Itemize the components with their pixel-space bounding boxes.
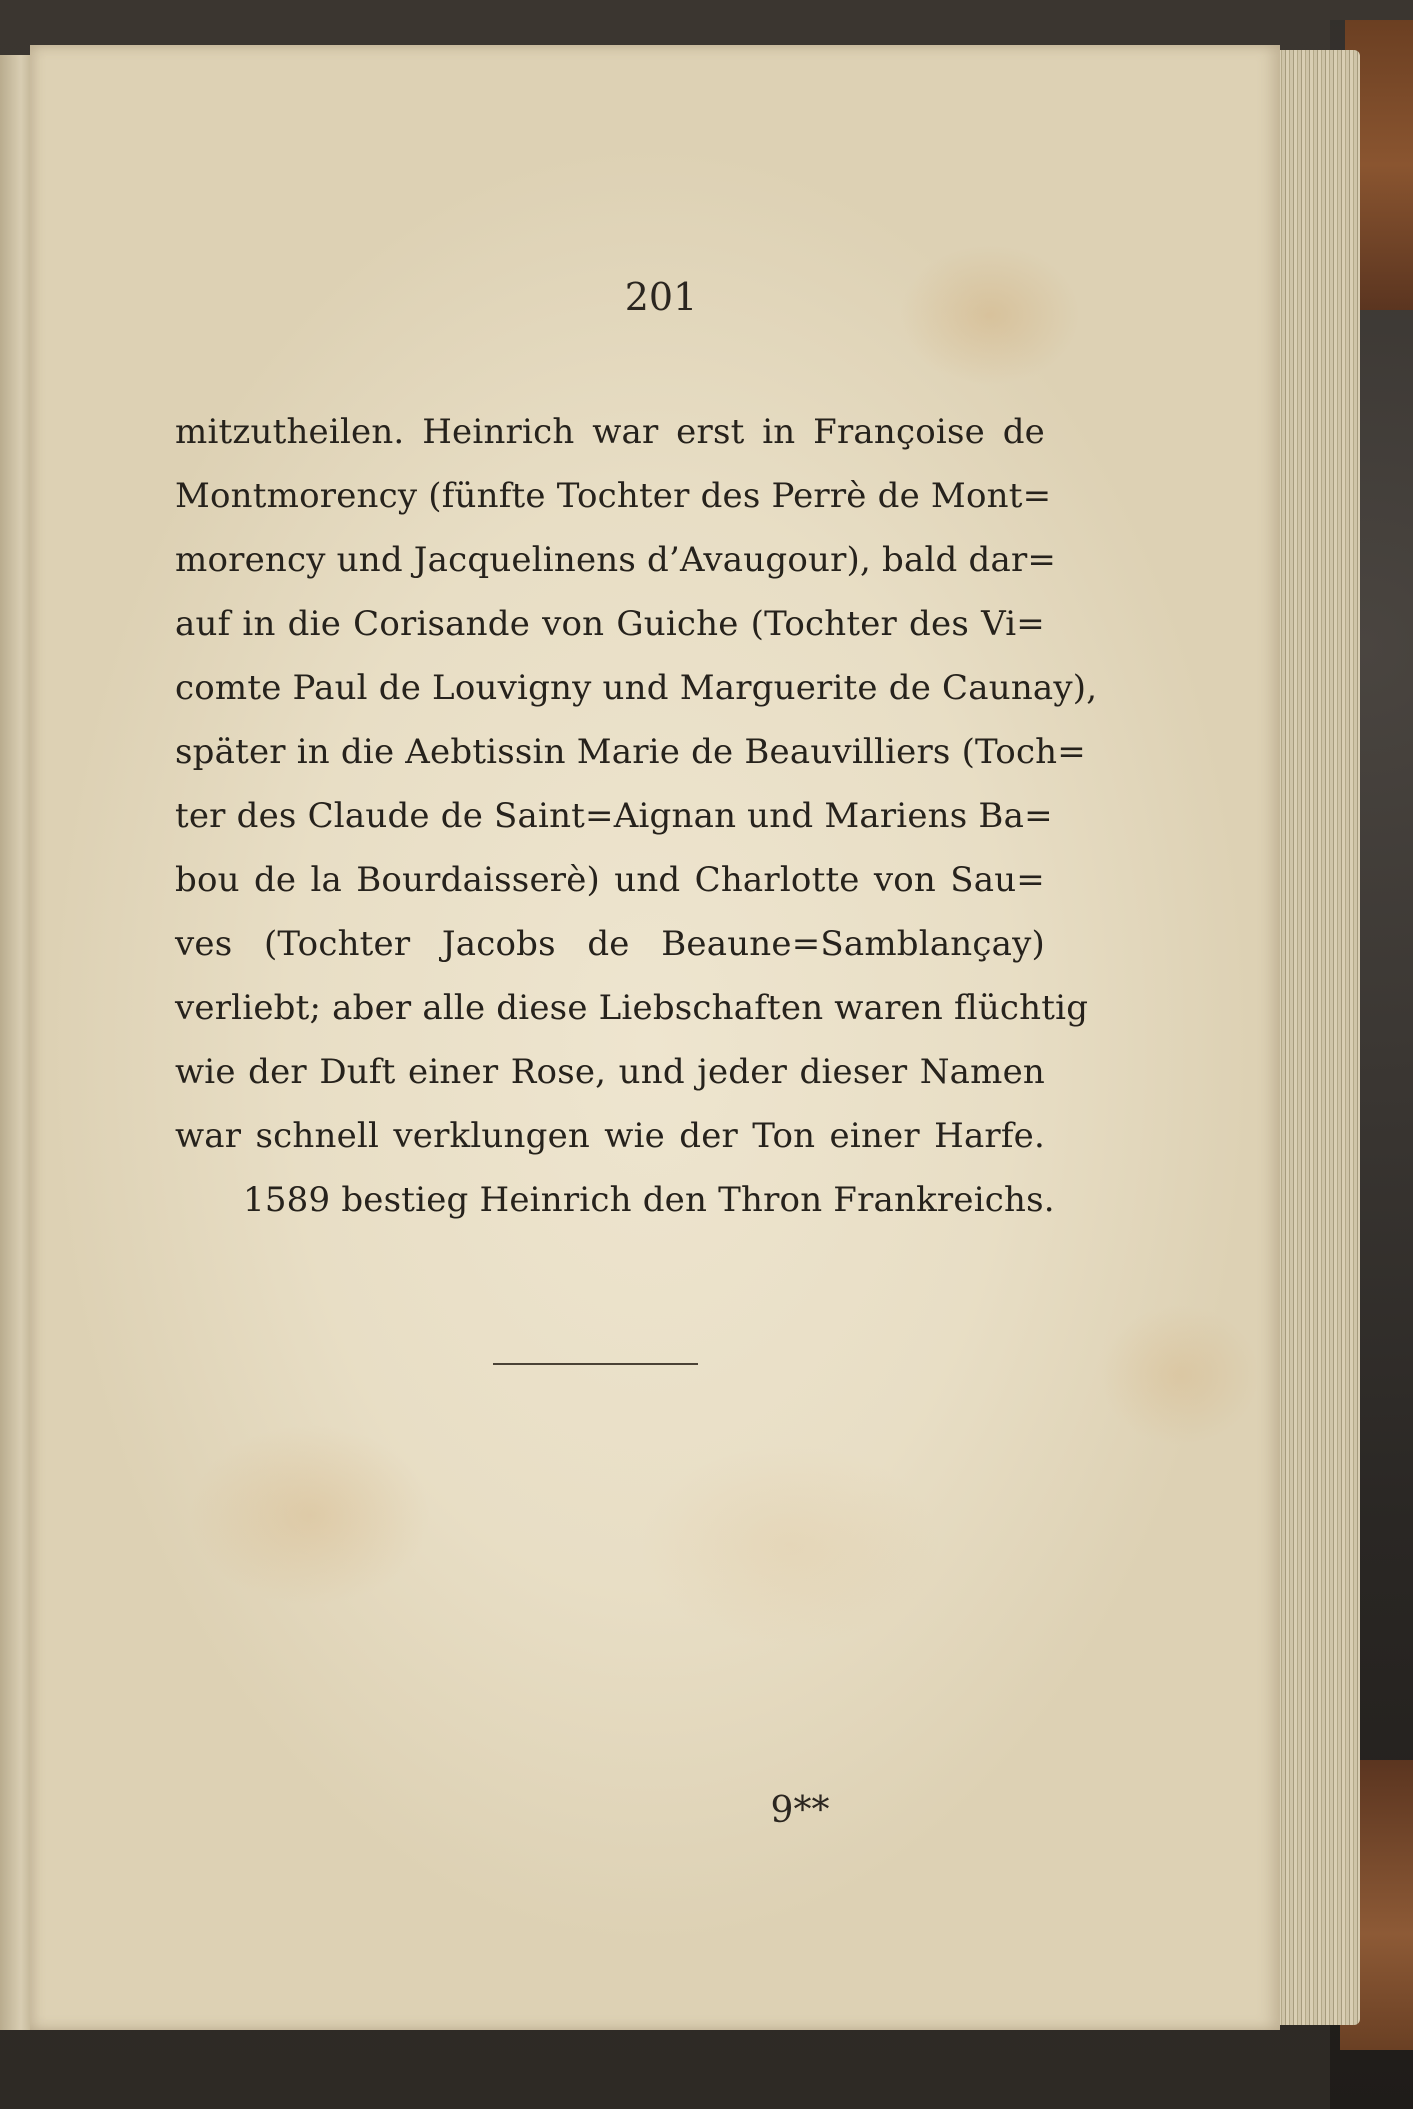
text-line: ter des Claude de Saint=Aignan und Mariens Ba= — [175, 796, 1053, 836]
body-text — [175, 400, 1098, 1232]
text-line: ves (Tochter Jacobs de Beaune=Samblançay) — [175, 924, 1045, 964]
text-line: später in die Aebtissin Marie de Beauvilliers (Toch= — [175, 732, 1086, 772]
text-line-final: 1589 bestieg Heinrich den Thron Frankreichs. — [243, 1180, 1055, 1220]
text-line: Montmorency (fünfte Tochter des Perrè de Mont= — [175, 476, 1052, 516]
page-number: 201 — [624, 275, 698, 319]
text-line: bou de la Bourdaisserè) und Charlotte von Sau= — [175, 860, 1045, 900]
previous-page-edge — [0, 55, 31, 2030]
text-line: auf in die Corisande von Guiche (Tochter des Vi= — [175, 604, 1045, 644]
text-line: comte Paul de Louvigny und Marguerite de Caunay), — [175, 668, 1098, 708]
text-line: morency und Jacquelinens d’Avaugour), bald dar= — [175, 540, 1057, 580]
text-line: wie der Duft einer Rose, und jeder dieser Namen — [175, 1052, 1045, 1092]
text-line: verliebt; aber alle diese Liebschaften waren flüchtig — [175, 988, 1089, 1028]
page-stack-edge — [1270, 50, 1360, 2025]
book-page — [30, 45, 1280, 2030]
signature-mark: 9** — [770, 1790, 830, 1831]
text-line: mitzutheilen. Heinrich war erst in Françoise de — [175, 412, 1045, 452]
section-divider — [493, 1363, 698, 1365]
text-line: war schnell verklungen wie der Ton einer Harfe. — [175, 1116, 1045, 1156]
